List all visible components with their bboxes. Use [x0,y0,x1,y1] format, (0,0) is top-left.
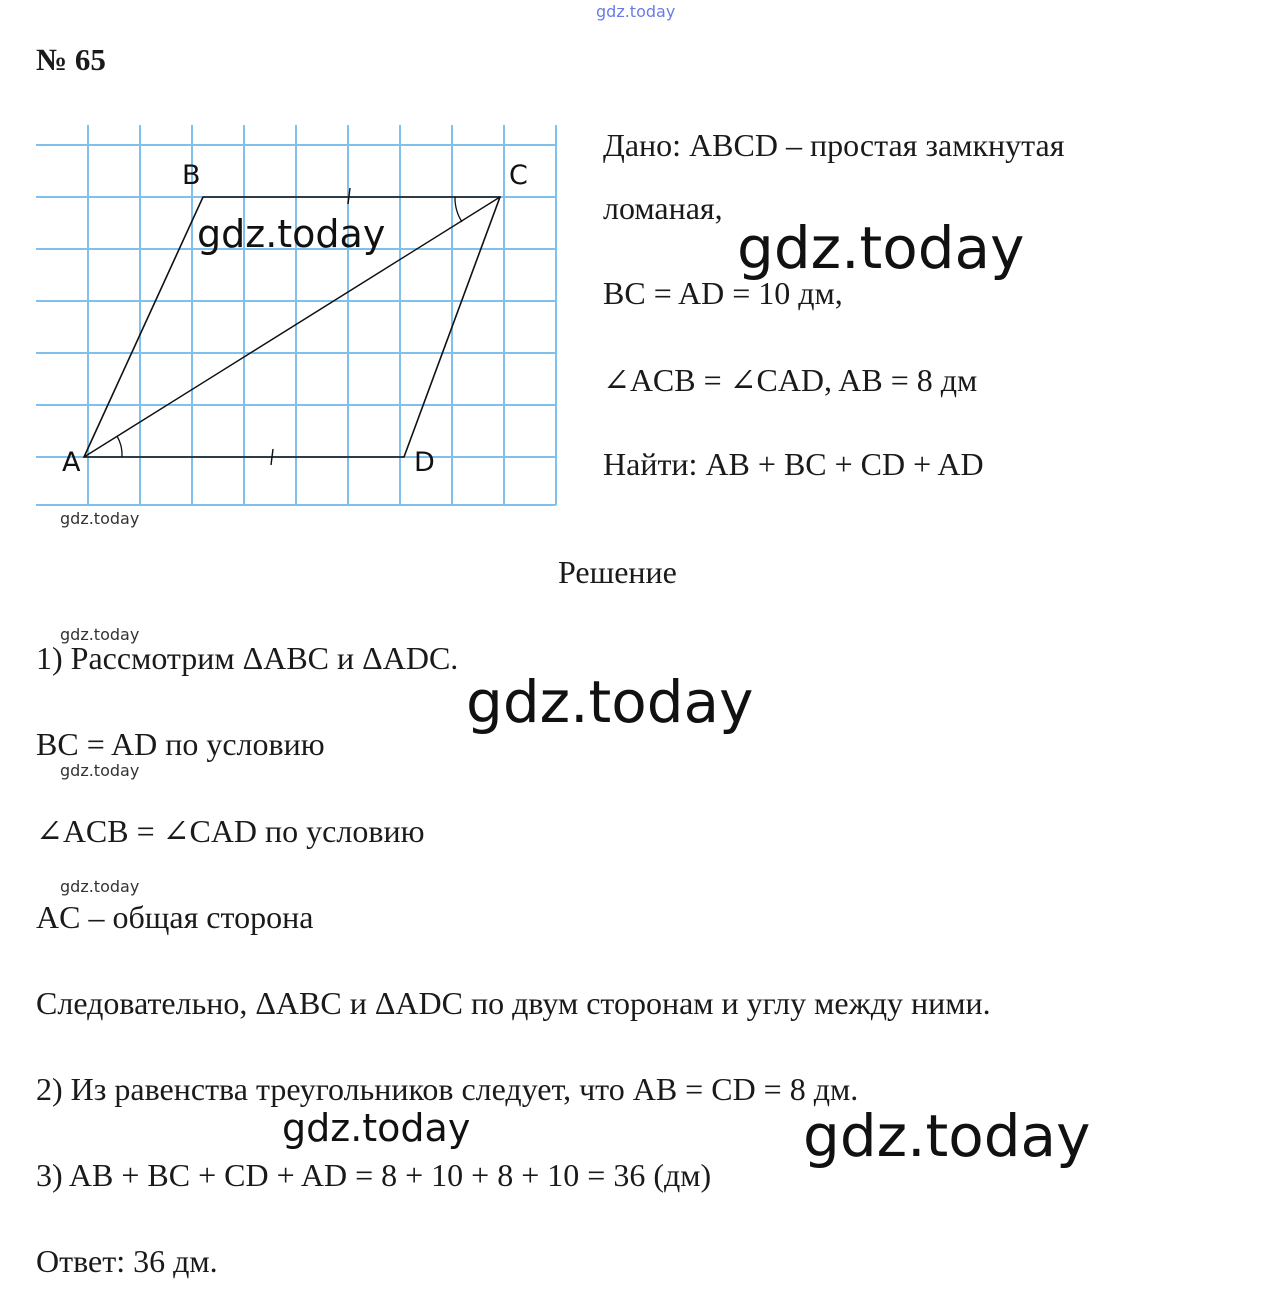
watermark-step1: gdz.today [60,625,140,644]
statement-1: BC = AD по условию [36,726,325,762]
given-line-1: Дано: ABCD – простая замкнутая [603,127,1065,163]
given-line-2: ломаная, [603,190,723,226]
watermark-top: gdz.today [596,2,676,21]
problem-number: № 65 [36,42,106,77]
angle-arc-acb [455,197,462,222]
given-line-3: BC = AD = 10 дм, [603,275,843,311]
parallelogram-figure [0,0,580,540]
watermark-step2: gdz.today [282,1106,471,1150]
grid [36,125,556,505]
step-3: 3) AB + BC + CD + AD = 8 + 10 + 8 + 10 = 36 (дм) [36,1157,712,1193]
solution-heading: Решение [558,554,677,590]
step-1: 1) Рассмотрим ΔABC и ΔADC. [36,640,459,676]
answer: Ответ: 36 дм. [36,1243,218,1279]
conclusion: Следовательно, ΔABC и ΔADC по двум сторонам и углу между ними. [36,985,991,1021]
label-d: D [414,447,435,478]
watermark-given: gdz.today [737,214,1025,282]
given-line-4: ∠ACB = ∠CAD, AB = 8 дм [603,362,978,398]
watermark-s3: gdz.today [60,877,140,896]
statement-3: AC – общая сторона [36,899,314,935]
find-line: Найти: AB + BC + CD + AD [603,446,984,482]
angle-arc-cad [117,436,122,457]
watermark-figure-small: gdz.today [60,509,140,528]
watermark-s1: gdz.today [60,761,140,780]
tick-mark-ad [271,449,273,465]
label-a: A [62,447,81,478]
label-b: B [182,160,201,191]
step-2: 2) Из равенства треугольников следует, что AB = CD = 8 дм. [36,1071,859,1107]
label-c: C [509,160,528,191]
watermark-center: gdz.today [466,668,754,736]
statement-2: ∠ACB = ∠CAD по условию [36,813,425,849]
watermark-figure: gdz.today [197,212,386,256]
watermark-step3: gdz.today [803,1102,1091,1170]
